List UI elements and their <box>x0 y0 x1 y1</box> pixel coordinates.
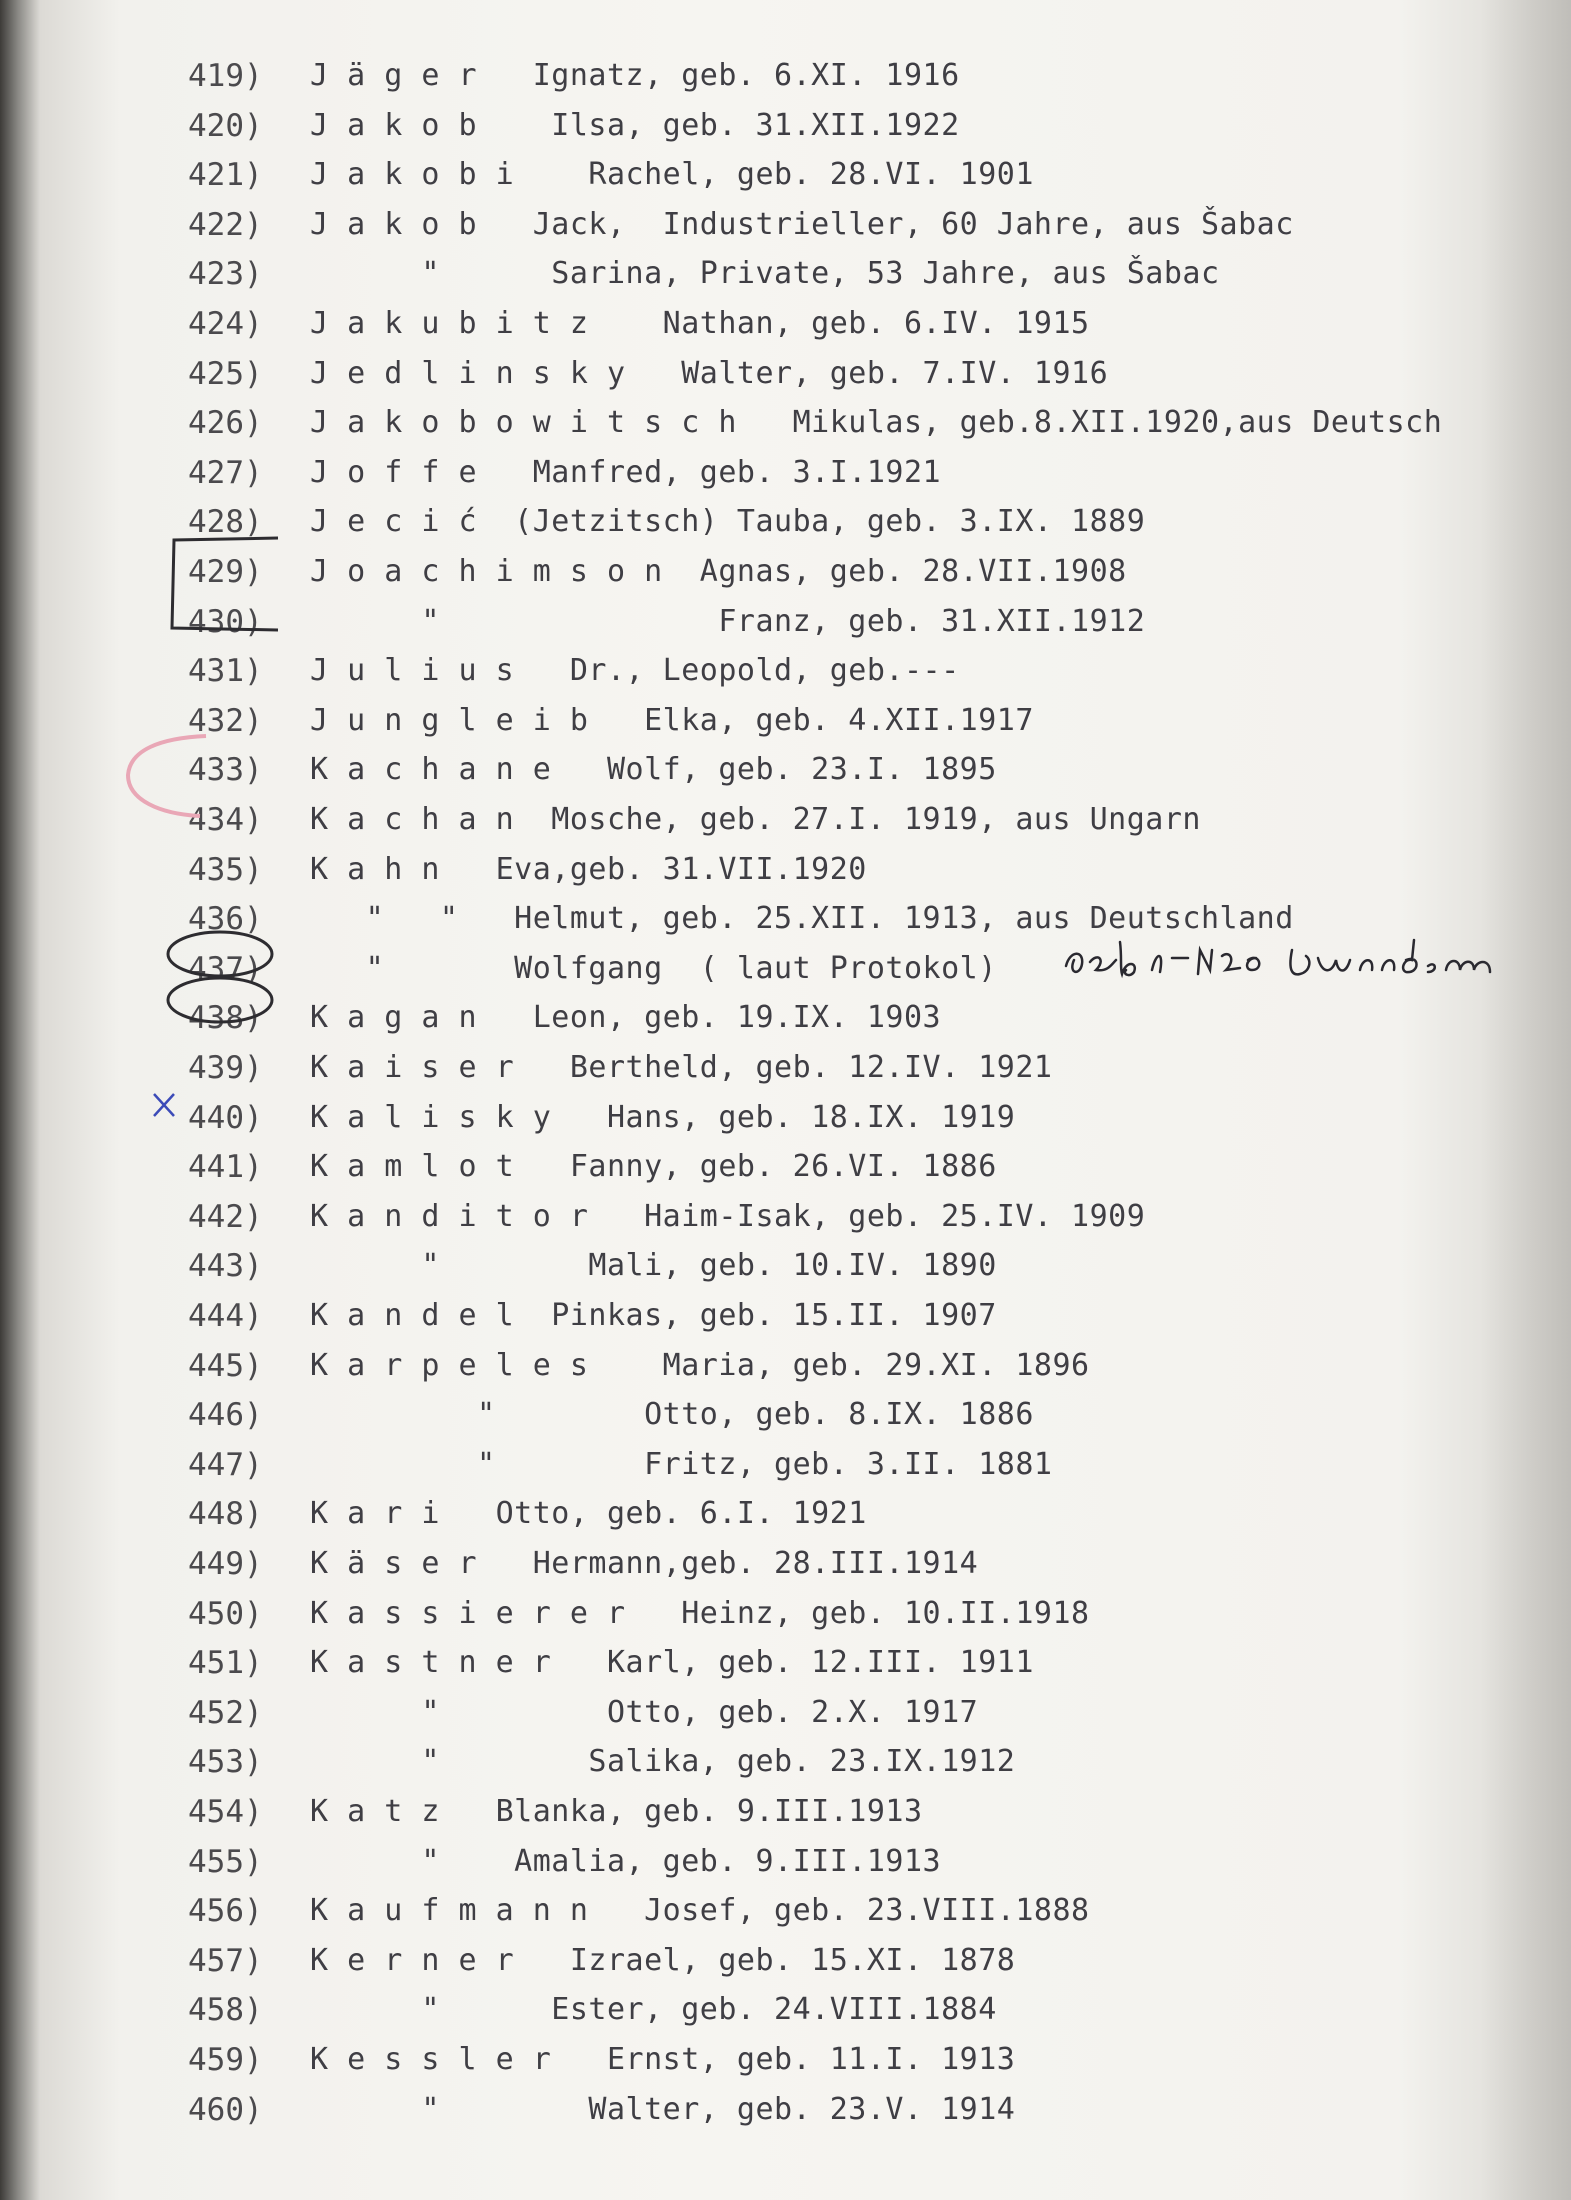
entry-text: " Amalia, geb. 9.III.1913 <box>310 1843 942 1879</box>
entry-number: 419) <box>188 58 263 94</box>
list-item <box>0 300 1571 348</box>
entry-number: 427) <box>188 454 263 491</box>
entry-text: K a c h a n Mosche, geb. 27.I. 1919, aus Ungarn <box>310 802 1201 837</box>
entry-text: K a t z Blanka, geb. 9.III.1913 <box>310 1794 923 1829</box>
entry-text: K a c h a n e Wolf, geb. 23.I. 1895 <box>310 752 997 788</box>
list-item <box>0 1094 1571 1142</box>
entry-text: " Otto, geb. 2.X. 1917 <box>310 1694 979 1730</box>
entry-number: 441) <box>188 1149 263 1186</box>
entry-text: K a r i Otto, geb. 6.I. 1921 <box>310 1496 867 1532</box>
list-item <box>0 1441 1571 1489</box>
list-item <box>0 151 1571 199</box>
entry-text: J o f f e Manfred, geb. 3.I.1921 <box>310 454 942 490</box>
entry-number: 459) <box>188 2042 263 2078</box>
entry-text: K a u f m a n n Josef, geb. 23.VIII.1888 <box>310 1893 1090 1929</box>
entry-text: K a r p e l e s Maria, geb. 29.XI. 1896 <box>310 1347 1090 1383</box>
entry-number: 445) <box>188 1347 263 1384</box>
list-item <box>0 2036 1571 2084</box>
entry-text: J u l i u s Dr., Leopold, geb.--- <box>310 653 960 689</box>
entry-text: J a k o b i Rachel, geb. 28.VI. 1901 <box>310 157 1034 193</box>
entry-text: " Fritz, geb. 3.II. 1881 <box>310 1446 1053 1482</box>
list-item <box>0 1838 1571 1886</box>
entry-number: 456) <box>188 1893 263 1930</box>
list-item <box>0 449 1571 497</box>
entry-text: K e s s l e r Ernst, geb. 11.I. 1913 <box>310 2042 1016 2077</box>
list-item <box>0 746 1571 794</box>
entry-number: 429) <box>188 554 263 590</box>
ink-bracket-mark <box>166 534 286 634</box>
list-item <box>0 697 1571 745</box>
list-item <box>0 102 1571 150</box>
entry-number: 422) <box>188 206 263 243</box>
entry-number: 449) <box>188 1546 263 1582</box>
ink-circle-mark <box>160 926 290 980</box>
entry-text: J a k o b o w i t s c h Mikulas, geb.8.XII.1920,aus Deutsch <box>310 405 1443 441</box>
list-item <box>0 1738 1571 1786</box>
list-item <box>0 201 1571 249</box>
handwritten-note <box>1060 930 1540 986</box>
entry-number: 457) <box>188 1942 263 1979</box>
entry-text: K ä s e r Hermann,geb. 28.III.1914 <box>310 1546 979 1581</box>
entry-text: K a s t n e r Karl, geb. 12.III. 1911 <box>310 1645 1034 1681</box>
entry-text: K a h n Eva,geb. 31.VII.1920 <box>310 851 867 887</box>
entry-number: 455) <box>188 1843 263 1880</box>
list-item <box>0 1937 1571 1985</box>
entry-text: K e r n e r Izrael, geb. 15.XI. 1878 <box>310 1942 1016 1978</box>
entry-text: " Wolfgang ( laut Protokol) <box>310 950 997 986</box>
list-item <box>0 1590 1571 1638</box>
entry-number: 448) <box>188 1496 263 1533</box>
entry-text: J a k o b Jack, Industrieller, 60 Jahre, aus Šabac <box>310 206 1294 242</box>
list-item <box>0 796 1571 844</box>
entry-text: " Walter, geb. 23.V. 1914 <box>310 2091 1016 2127</box>
entry-number: 447) <box>188 1446 263 1483</box>
entry-text: J e d l i n s k y Walter, geb. 7.IV. 1916 <box>310 355 1109 391</box>
entry-text: " Franz, geb. 31.XII.1912 <box>310 603 1146 639</box>
list-item <box>0 1342 1571 1390</box>
list-item <box>0 1639 1571 1687</box>
entry-text: " Mali, geb. 10.IV. 1890 <box>310 1248 997 1284</box>
entry-number: 437) <box>188 950 263 987</box>
entry-number: 439) <box>188 1050 263 1086</box>
entry-number: 451) <box>188 1645 263 1682</box>
entry-text: " " Helmut, geb. 25.XII. 1913, aus Deutschland <box>310 901 1294 937</box>
entry-number: 444) <box>188 1298 263 1334</box>
list-item <box>0 1193 1571 1241</box>
list-item <box>0 250 1571 298</box>
list-item <box>0 1887 1571 1935</box>
entry-number: 438) <box>188 1000 263 1037</box>
entry-number: 443) <box>188 1248 263 1285</box>
entry-number: 454) <box>188 1794 263 1830</box>
entry-text: " Salika, geb. 23.IX.1912 <box>310 1744 1016 1780</box>
entry-text: J a k u b i t z Nathan, geb. 6.IV. 1915 <box>310 306 1090 341</box>
entry-number: 434) <box>188 802 263 838</box>
blue-x-mark <box>150 1090 178 1120</box>
entry-text: K a s s i e r e r Heinz, geb. 10.II.1918 <box>310 1595 1090 1631</box>
entry-text: J ä g e r Ignatz, geb. 6.XI. 1916 <box>310 58 960 93</box>
entry-number: 432) <box>188 702 263 739</box>
entry-number: 420) <box>188 107 263 144</box>
list-item <box>0 647 1571 695</box>
entry-text: J u n g l e i b Elka, geb. 4.XII.1917 <box>310 702 1034 738</box>
entry-text: K a i s e r Bertheld, geb. 12.IV. 1921 <box>310 1050 1053 1085</box>
list-item <box>0 1292 1571 1340</box>
entry-number: 440) <box>188 1099 263 1136</box>
entry-number: 428) <box>188 504 263 541</box>
list-item <box>0 1242 1571 1290</box>
entry-number: 460) <box>188 2091 263 2128</box>
list-item <box>0 350 1571 398</box>
list-item <box>0 846 1571 894</box>
entry-number: 421) <box>188 157 263 194</box>
entry-number: 424) <box>188 306 263 342</box>
ink-circle-mark <box>160 976 290 1030</box>
entry-number: 442) <box>188 1198 263 1235</box>
entry-text: " Sarina, Private, 53 Jahre, aus Šabac <box>310 256 1220 292</box>
list-item <box>0 1391 1571 1439</box>
entry-number: 446) <box>188 1397 263 1434</box>
entry-number: 453) <box>188 1744 263 1781</box>
list-item <box>0 1490 1571 1538</box>
list-item <box>0 2086 1571 2134</box>
list-item <box>0 1044 1571 1092</box>
entry-number: 436) <box>188 901 263 938</box>
entry-number: 423) <box>188 256 263 293</box>
entry-text: K a n d i t o r Haim-Isak, geb. 25.IV. 1909 <box>310 1198 1146 1234</box>
entry-number: 433) <box>188 752 263 789</box>
entry-number: 425) <box>188 355 263 392</box>
entry-text: K a l i s k y Hans, geb. 18.IX. 1919 <box>310 1099 1016 1135</box>
list-item <box>0 1143 1571 1191</box>
entry-number: 431) <box>188 653 263 690</box>
entry-text: " Otto, geb. 8.IX. 1886 <box>310 1397 1034 1433</box>
entry-text: J e c i ć (Jetzitsch) Tauba, geb. 3.IX. 1889 <box>310 504 1146 540</box>
entry-number: 452) <box>188 1694 263 1731</box>
list-item <box>0 1540 1571 1588</box>
entry-text: " Ester, geb. 24.VIII.1884 <box>310 1992 997 2028</box>
entry-number: 426) <box>188 405 263 442</box>
entry-number: 458) <box>188 1992 263 2029</box>
list-item <box>0 1788 1571 1836</box>
entry-number: 430) <box>188 603 263 640</box>
list-item <box>0 399 1571 447</box>
list-item <box>0 52 1571 100</box>
entry-text: J o a c h i m s o n Agnas, geb. 28.VII.1908 <box>310 554 1127 589</box>
pink-pencil-mark <box>120 730 210 820</box>
entry-text: J a k o b Ilsa, geb. 31.XII.1922 <box>310 107 960 143</box>
entry-number: 435) <box>188 851 263 888</box>
entry-text: K a g a n Leon, geb. 19.IX. 1903 <box>310 1000 942 1036</box>
entry-text: K a m l o t Fanny, geb. 26.VI. 1886 <box>310 1149 997 1185</box>
entry-number: 450) <box>188 1595 263 1632</box>
entry-text: K a n d e l Pinkas, geb. 15.II. 1907 <box>310 1298 997 1333</box>
list-item <box>0 1689 1571 1737</box>
list-item <box>0 1986 1571 2034</box>
